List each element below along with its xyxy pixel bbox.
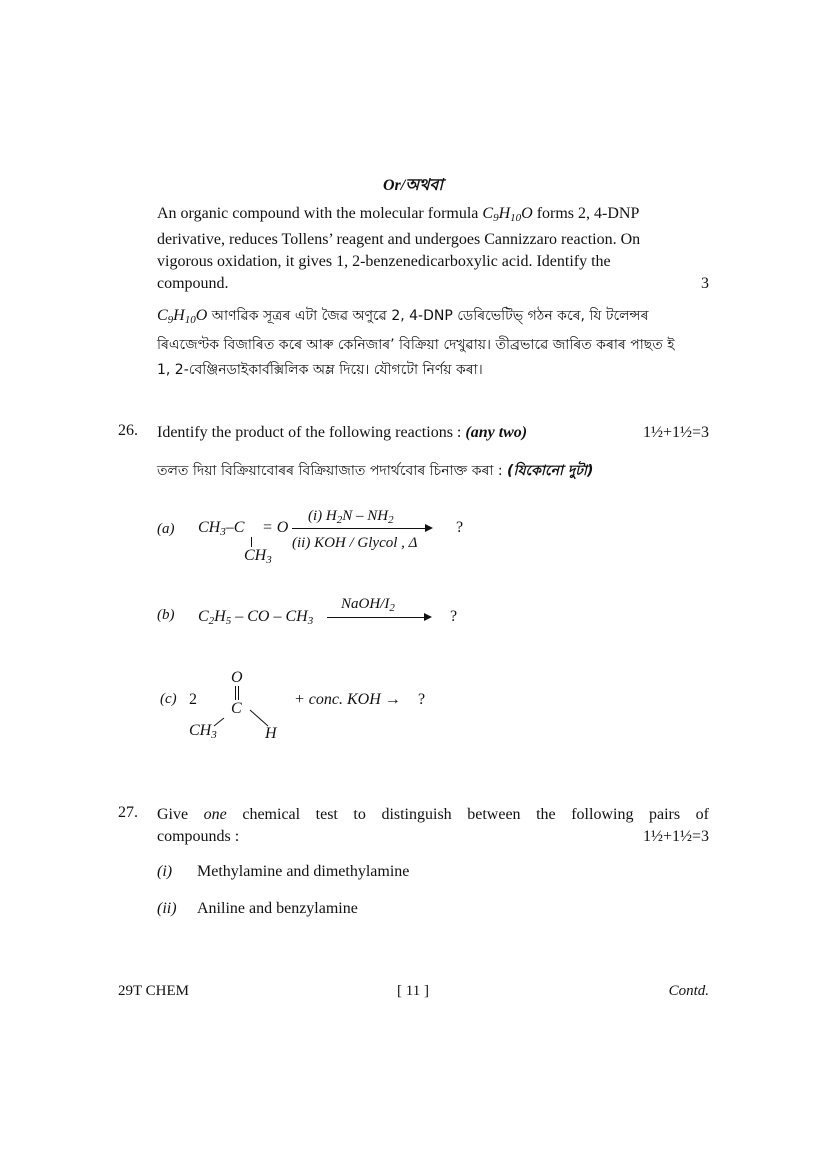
q26-marks: 1½+1½=3 bbox=[642, 424, 709, 441]
q26-number: 26. bbox=[118, 422, 138, 439]
q26a-label: (a) bbox=[157, 521, 175, 537]
q26c-double-bond-1 bbox=[235, 686, 236, 700]
q25-marks: 3 bbox=[701, 275, 709, 292]
q26c-methyl: $CH_3$ bbox=[189, 722, 217, 741]
q26a-carbonyl: = O bbox=[262, 519, 289, 536]
q26a-reagent-bottom: (ii) KOH / Glycol , Δ bbox=[292, 535, 418, 551]
q26-question-assamese: তলত দিয়া বিক্ৰিয়াবোৰৰ বিক্ৰিয়াজাত পদাৰ্থবোৰ চিনাক্ত কৰা : (যিকোনো দুটা) bbox=[157, 463, 594, 479]
q27-item-text: Methylamine and dimethylamine bbox=[197, 863, 410, 880]
q26c-oxygen: O bbox=[231, 669, 243, 686]
q26a-branch: $CH_3$ bbox=[244, 547, 272, 566]
q26a-arrow-head bbox=[425, 524, 433, 532]
q26c-double-bond-2 bbox=[238, 686, 239, 700]
q26-question: Identify the product of the following reactions : (any two) 1½+1½=3 bbox=[157, 422, 709, 444]
footer-page-number: [ 11 ] bbox=[397, 983, 429, 999]
q26b-label: (b) bbox=[157, 607, 175, 623]
or-heading: Or/অথবা bbox=[383, 177, 443, 194]
q26c-product: ? bbox=[418, 691, 426, 708]
q26c-label: (c) bbox=[160, 691, 177, 707]
q27-number: 27. bbox=[118, 804, 138, 821]
q26b-arrow-head bbox=[424, 613, 432, 621]
q26a-bond bbox=[251, 537, 252, 547]
q26b-reactant: $C_2H_5$ – CO – $CH_3$ bbox=[198, 608, 314, 627]
q25-or-assamese: $C_9H_{10}O$ আণৱিক সূত্ৰৰ এটা জৈৱ অণুৱে 2, 4-DNP ডেৰিভেটিভ্ গঠন কৰে, যি টলেন্সৰ ৰিএজেণ্টক বিজাৰিত কৰে আৰু কেনিজাৰ’ বিক্ৰিয়া দেখুৱায়। তীব্ৰভাৱে জাৰিত কৰাৰ পাছত ই 1, 2-বেঞ্জিনডাইকাৰ্বক্সিলিক অম্ল দিয়ে। যৌগটো নিৰ্ণয় কৰা। bbox=[157, 307, 675, 378]
q26b-reagent: NaOH/$I_2$ bbox=[341, 596, 395, 614]
q26c-reagent: + conc. KOH → bbox=[294, 691, 401, 708]
q26c-hydrogen: H bbox=[265, 725, 277, 742]
q26a-arrow bbox=[292, 528, 426, 529]
q27-item-label: (ii) bbox=[157, 900, 177, 917]
q26a-product: ? bbox=[456, 519, 464, 536]
q26a-reactant: $CH_3-C$ bbox=[198, 519, 245, 538]
q26c-carbon: C bbox=[231, 700, 242, 717]
q27-item-label: (i) bbox=[157, 863, 173, 880]
q27-marks: 1½+1½=3 bbox=[642, 828, 709, 845]
q25-or-english: An organic compound with the molecular formula $C_9H_{10}O$ forms 2, 4-DNP derivative, reduces Tollens’ reagent and undergoes Cannizzaro reaction. On vigorous oxidation, it gives 1, 2-benzenedicarboxylic acid. Identify the compound. 3 bbox=[157, 203, 709, 295]
q26a-reagent-top: (i) $H_2N - NH_2$ bbox=[308, 508, 394, 526]
q27-item-text: Aniline and benzylamine bbox=[197, 900, 358, 917]
q26b-arrow bbox=[327, 617, 425, 618]
footer-contd: Contd. bbox=[668, 983, 709, 999]
q26c-coefficient: 2 bbox=[189, 691, 197, 708]
q27-question: Give one chemical test to distinguish between the following pairs of compounds : 1½+1½=3 bbox=[157, 804, 709, 848]
footer-paper-code: 29T CHEM bbox=[118, 983, 189, 999]
q26b-product: ? bbox=[450, 608, 458, 625]
